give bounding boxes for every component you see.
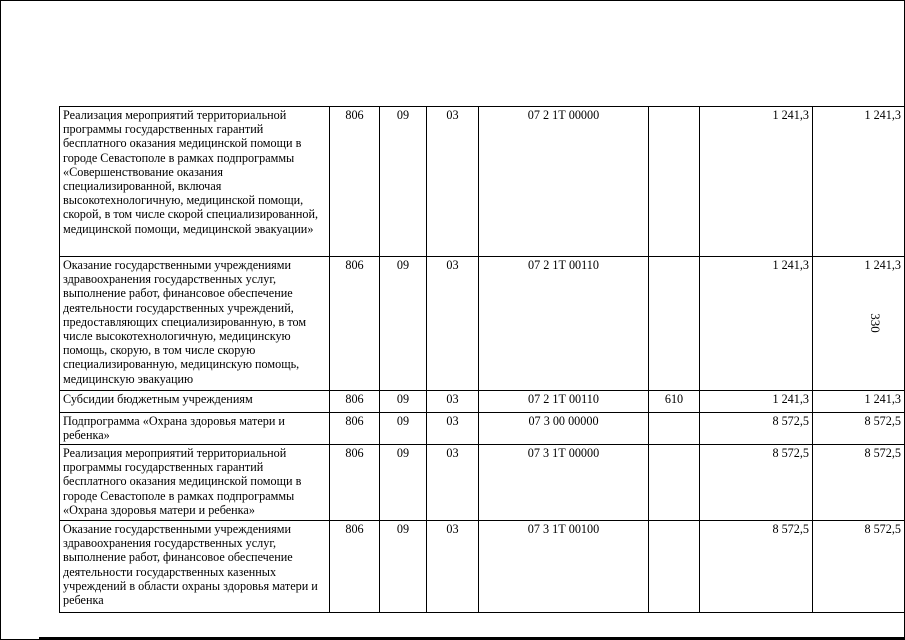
amount-1: 1 241,3 — [700, 391, 813, 413]
table-row — [60, 521, 905, 613]
target-article-code: 07 3 1Т 00100 — [479, 521, 649, 613]
section-code: 09 — [380, 521, 427, 613]
amount-1: 8 572,5 — [700, 413, 813, 445]
row-name: Оказание государственными учреждениями здравоохранения государственных услуг, выполнение работ, финансовое обеспечение деятельности государственных казенных учреждений в области охраны здоровья матери и ребенка — [60, 521, 330, 613]
table-row — [60, 257, 905, 391]
row-name: Реализация мероприятий территориальной программы государственных гарантий бесплатного оказания медицинской помощи в городе Севастополе в рамках подпрограммы «Охрана здоровья матери и ребенка» — [60, 445, 330, 521]
expense-type-code: 610 — [649, 391, 700, 413]
row-name: Субсидии бюджетным учреждениям — [60, 391, 330, 413]
table-row — [60, 107, 905, 257]
amount-2: 8 572,5 — [813, 445, 905, 521]
amount-1: 8 572,5 — [700, 445, 813, 521]
section-code: 09 — [380, 391, 427, 413]
amount-1: 1 241,3 — [700, 257, 813, 391]
amount-2: 8 572,5 — [813, 521, 905, 613]
table-row — [60, 391, 905, 413]
subsection-code: 03 — [427, 413, 479, 445]
amount-2: 1 241,3 — [813, 391, 905, 413]
subsection-code: 03 — [427, 445, 479, 521]
ministry-code: 806 — [330, 413, 380, 445]
section-code: 09 — [380, 445, 427, 521]
section-code: 09 — [380, 413, 427, 445]
row-name: Подпрограмма «Охрана здоровья матери и ребенка» — [60, 413, 330, 445]
amount-2: 1 241,3 — [813, 257, 905, 391]
ministry-code: 806 — [330, 521, 380, 613]
table-row — [60, 445, 905, 521]
ministry-code: 806 — [330, 107, 380, 257]
row-name: Оказание государственными учреждениями здравоохранения государственных услуг, выполнение работ, финансовое обеспечение деятельности государственных учреждений, предоставляющих специализированную, в том числе высокотехнологичную, медицинскую помощь, скорую, в том числе скорую специализированную, медицинскую помощь, медицинскую эвакуацию — [60, 257, 330, 391]
subsection-code: 03 — [427, 521, 479, 613]
target-article-code: 07 2 1Т 00000 — [479, 107, 649, 257]
amount-2: 1 241,3 — [813, 107, 905, 257]
expense-type-code — [649, 413, 700, 445]
subsection-code: 03 — [427, 391, 479, 413]
table-row — [60, 413, 905, 445]
subsection-code: 03 — [427, 107, 479, 257]
section-code: 09 — [380, 107, 427, 257]
target-article-code: 07 2 1Т 00110 — [479, 257, 649, 391]
amount-1: 1 241,3 — [700, 107, 813, 257]
expense-type-code — [649, 107, 700, 257]
target-article-code: 07 3 1Т 00000 — [479, 445, 649, 521]
ministry-code: 806 — [330, 391, 380, 413]
page-number: 330 — [868, 313, 883, 333]
target-article-code: 07 2 1Т 00110 — [479, 391, 649, 413]
section-code: 09 — [380, 257, 427, 391]
ministry-code: 806 — [330, 257, 380, 391]
expense-type-code — [649, 445, 700, 521]
row-name: Реализация мероприятий территориальной программы государственных гарантий бесплатного оказания медицинской помощи в городе Севастополе в рамках подпрограммы «Совершенствование оказания специализированной, включая высокотехнологичную, медицинской помощи, скорой, в том числе скорой специализированной, медицинской помощи, медицинской эвакуации» — [60, 107, 330, 257]
budget-table — [59, 106, 905, 613]
target-article-code: 07 3 00 00000 — [479, 413, 649, 445]
amount-1: 8 572,5 — [700, 521, 813, 613]
subsection-code: 03 — [427, 257, 479, 391]
expense-type-code — [649, 521, 700, 613]
ministry-code: 806 — [330, 445, 380, 521]
expense-type-code — [649, 257, 700, 391]
amount-2: 8 572,5 — [813, 413, 905, 445]
